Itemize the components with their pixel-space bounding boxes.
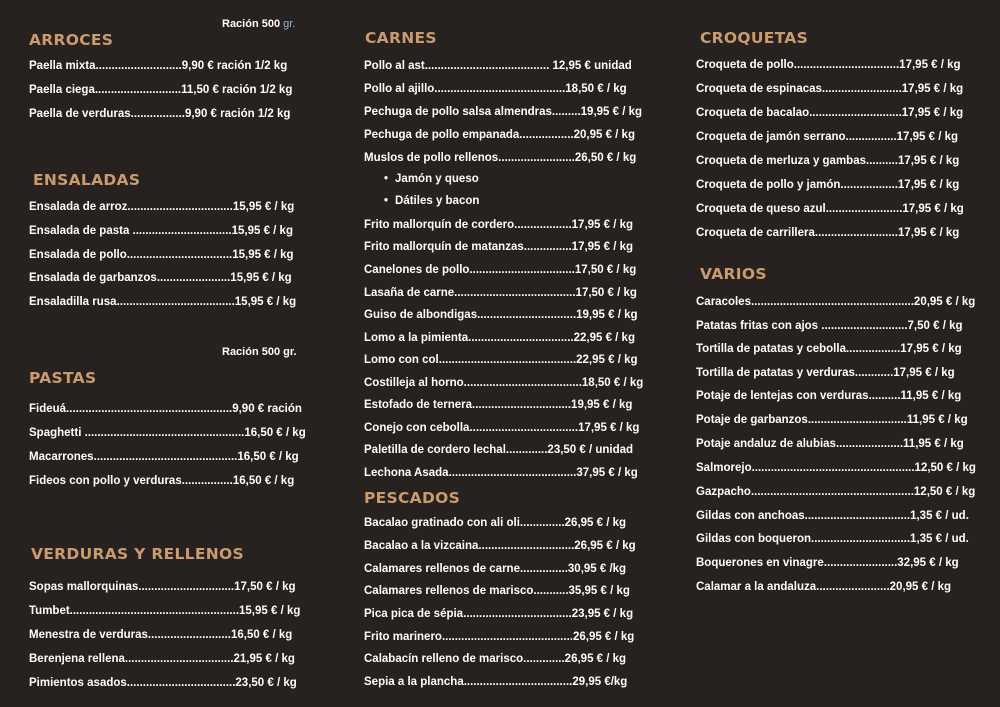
- menu-item: Lomo a la pimienta.................................22,95 € / kg: [364, 332, 635, 344]
- menu-sub-item: • Dátiles y bacon: [384, 195, 479, 207]
- section-title-ensaladas: ENSALADAS: [33, 171, 141, 189]
- menu-item: Lasaña de carne......................................17,50 € / kg: [364, 287, 637, 299]
- menu-item: Costilleja al horno.....................................18,50 € / kg: [364, 377, 644, 389]
- menu-item: Pica pica de sépia..................................23,95 € / kg: [364, 608, 634, 620]
- section-title-croquetas: CROQUETAS: [700, 29, 809, 47]
- menu-item: Ensalada de arroz.................................15,95 € / kg: [29, 201, 295, 213]
- menu-item: Macarrones.............................................16,50 € / kg: [29, 451, 299, 463]
- menu-item: Fideuá....................................................9,90 € ración: [29, 403, 302, 415]
- menu-item: Croqueta de bacalao.............................17,95 € / kg: [696, 107, 964, 119]
- menu-item: Calamares rellenos de marisco...........35,95 € / kg: [364, 585, 630, 597]
- menu-item: Lechona Asada........................................37,95 € / kg: [364, 467, 638, 479]
- menu-item: Muslos de pollo rellenos........................26,50 € / kg: [364, 152, 637, 164]
- menu-item: Calamares rellenos de carne...............30,95 € /kg: [364, 563, 627, 575]
- menu-item: Tortilla de patatas y cebolla.................17,95 € / kg: [696, 343, 962, 355]
- menu-item: Spaghetti ..................................................16,50 € / kg: [29, 427, 306, 439]
- menu-item: Ensalada de pollo.................................15,95 € / kg: [29, 249, 294, 261]
- menu-item: Pimientos asados..................................23,50 € / kg: [29, 677, 297, 689]
- section-title-pastas: PASTAS: [29, 369, 97, 387]
- menu-item: Paella ciega...........................11,50 € ración 1/2 kg: [29, 84, 293, 96]
- menu-item: Lomo con col...........................................22,95 € / kg: [364, 354, 638, 366]
- menu-item: Frito mallorquín de matanzas...............17,95 € / kg: [364, 241, 634, 253]
- section-title-pescados: PESCADOS: [364, 489, 461, 507]
- arroces-portion-note: Ración 500 gr.: [222, 18, 296, 30]
- menu-item: Pechuga de pollo empanada.................20,95 € / kg: [364, 129, 635, 141]
- menu-item: Gazpacho...................................................12,50 € / kg: [696, 486, 976, 498]
- menu-item: Patatas fritas con ajos ...........................7,50 € / kg: [696, 320, 963, 332]
- menu-item: Calabacín relleno de marisco.............26,95 € / kg: [364, 653, 627, 665]
- menu-item: Paella mixta...........................9,90 € ración 1/2 kg: [29, 60, 288, 72]
- menu-item: Pechuga de pollo salsa almendras.........19,95 € / kg: [364, 106, 643, 118]
- menu-item: Sopas mallorquinas..............................17,50 € / kg: [29, 581, 296, 593]
- menu-item: Ensalada de pasta ...............................15,95 € / kg: [29, 225, 293, 237]
- menu-item: Frito marinero.........................................26,95 € / kg: [364, 631, 635, 643]
- menu-item: Bacalao a la vizcaina..............................26,95 € / kg: [364, 540, 636, 552]
- menu-item: Gildas con anchoas.................................1,35 € / ud.: [696, 510, 969, 522]
- menu-item: Potaje de lentejas con verduras..........11,95 € / kg: [696, 390, 962, 402]
- menu-item: Croqueta de merluza y gambas..........17,95 € / kg: [696, 155, 960, 167]
- menu-item: Sepia a la plancha..................................29,95 €/kg: [364, 676, 628, 688]
- pastas-portion-note: Ración 500 gr.: [222, 346, 297, 358]
- menu-item: Pollo al ajillo.........................................18,50 € / kg: [364, 83, 627, 95]
- section-title-varios: VARIOS: [700, 265, 767, 283]
- menu-item: Estofado de ternera...............................19,95 € / kg: [364, 399, 633, 411]
- menu-item: Fideos con pollo y verduras................16,50 € / kg: [29, 475, 295, 487]
- menu-item: Guiso de albondigas...............................19,95 € / kg: [364, 309, 638, 321]
- menu-item: Croqueta de espinacas.........................17,95 € / kg: [696, 83, 964, 95]
- menu-item: Croqueta de pollo.................................17,95 € / kg: [696, 59, 961, 71]
- menu-item: Tumbet.....................................................15,95 € / kg: [29, 605, 301, 617]
- menu-item: Salmorejo...................................................12,50 € / kg: [696, 462, 976, 474]
- menu-item: Pollo al ast....................................... 12,95 € unidad: [364, 60, 632, 72]
- menu-item: Croqueta de pollo y jamón..................17,95 € / kg: [696, 179, 960, 191]
- menu-item: Gildas con boqueron...............................1,35 € / ud.: [696, 533, 969, 545]
- menu-item: Ensaladilla rusa.....................................15,95 € / kg: [29, 296, 297, 308]
- menu-item: Croqueta de jamón serrano................17,95 € / kg: [696, 131, 959, 143]
- menu-sub-item: • Jamón y queso: [384, 173, 479, 185]
- menu-item: Croqueta de carrillera..........................17,95 € / kg: [696, 227, 960, 239]
- menu-item: Bacalao gratinado con ali oli..............26,95 € / kg: [364, 517, 627, 529]
- section-title-verduras: VERDURAS Y RELLENOS: [31, 545, 244, 563]
- menu-item: Ensalada de garbanzos.......................15,95 € / kg: [29, 272, 292, 284]
- menu-item: Paletilla de cordero lechal.............23,50 € / unidad: [364, 444, 634, 456]
- menu-item: Potaje andaluz de alubias.....................11,95 € / kg: [696, 438, 964, 450]
- menu-item: Canelones de pollo.................................17,50 € / kg: [364, 264, 637, 276]
- menu-item: Menestra de verduras..........................16,50 € / kg: [29, 629, 293, 641]
- menu-item: Berenjena rellena..................................21,95 € / kg: [29, 653, 295, 665]
- section-title-arroces: ARROCES: [29, 31, 114, 49]
- section-title-carnes: CARNES: [365, 29, 437, 47]
- menu-item: Conejo con cebolla..................................17,95 € / kg: [364, 422, 640, 434]
- menu-item: Boquerones en vinagre.......................32,95 € / kg: [696, 557, 959, 569]
- menu-item: Potaje de garbanzos...............................11,95 € / kg: [696, 414, 968, 426]
- menu-item: Caracoles...................................................20,95 € / kg: [696, 296, 976, 308]
- menu-item: Croqueta de queso azul........................17,95 € / kg: [696, 203, 964, 215]
- menu-item: Calamar a la andaluza.......................20,95 € / kg: [696, 581, 952, 593]
- menu-item: Frito mallorquín de cordero..................17,95 € / kg: [364, 219, 634, 231]
- menu-item: Tortilla de patatas y verduras............17,95 € / kg: [696, 367, 955, 379]
- menu-item: Paella de verduras.................9,90 € ración 1/2 kg: [29, 108, 291, 120]
